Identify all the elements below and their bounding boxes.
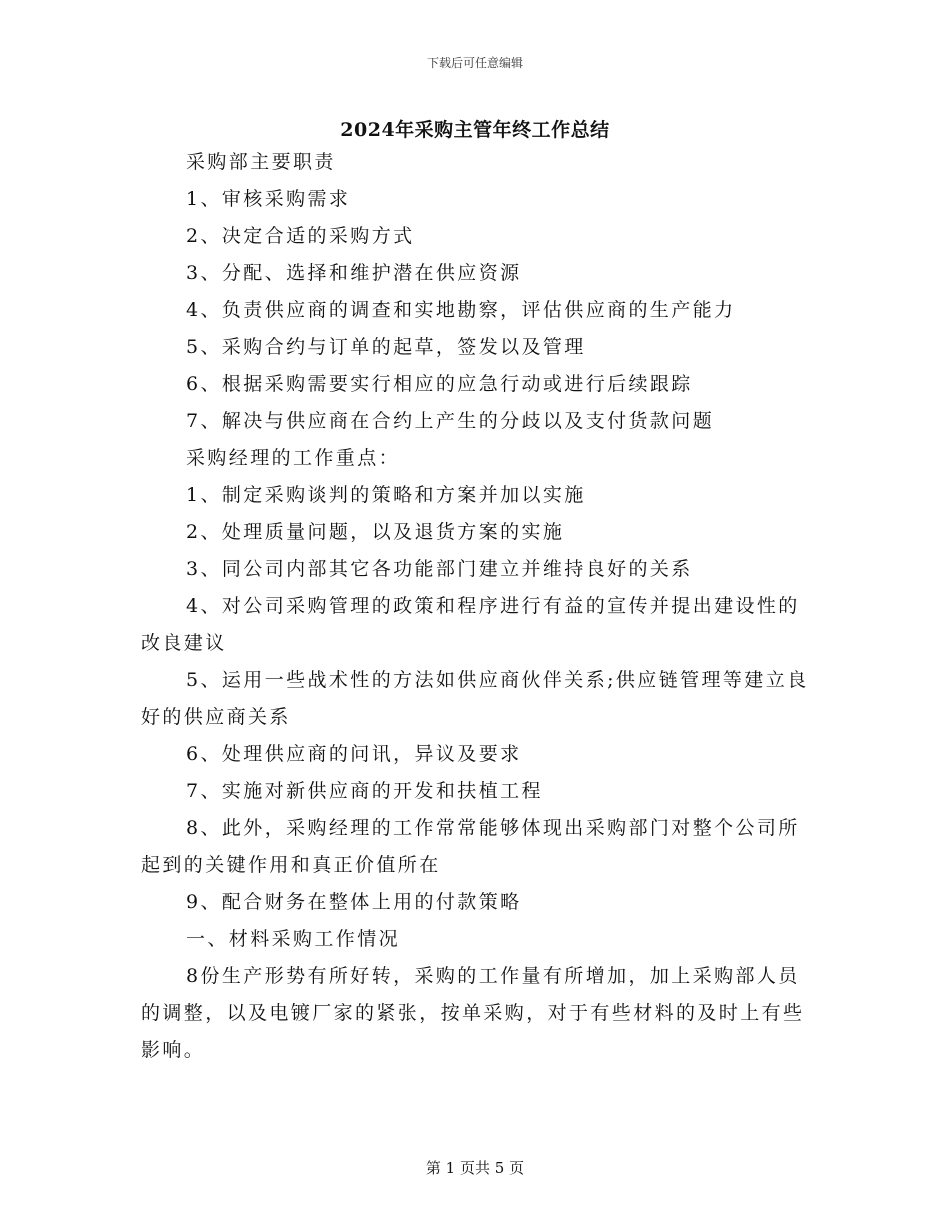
body-paragraph: 8份生产形势有所好转，采购的工作量有所增加，加上采购部人员的调整，以及电镀厂家的紧张，按单采购，对于有些材料的及时上有些影响。 xyxy=(141,965,805,1061)
list-item: 5、运用一些战术性的方法如供应商伙伴关系;供应链管理等建立良好的供应商关系 xyxy=(141,669,809,728)
list-item: 1、制定采购谈判的策略和方案并加以实施 xyxy=(186,484,586,506)
list-item: 2、处理质量问题，以及退货方案的实施 xyxy=(186,521,565,543)
section-heading-manager-focus: 采购经理的工作重点： xyxy=(186,447,401,469)
list-item: 3、分配、选择和维护潜在供应资源 xyxy=(186,262,522,284)
list-item: 5、采购合约与订单的起草，签发以及管理 xyxy=(186,336,586,358)
document-title: 2024年采购主管年终工作总结 xyxy=(340,119,610,141)
page-footer: 第 1 页共 5 页 xyxy=(425,1159,525,1177)
list-item: 4、对公司采购管理的政策和程序进行有益的宣传并提出建设性的改良建议 xyxy=(141,595,800,654)
list-item: 3、同公司内部其它各功能部门建立并维持良好的关系 xyxy=(186,558,693,580)
header-note: 下载后可任意编辑 xyxy=(426,56,523,70)
list-item: 7、实施对新供应商的开发和扶植工程 xyxy=(186,780,543,802)
list-item: 7、解决与供应商在合约上产生的分歧以及支付货款问题 xyxy=(186,410,715,432)
document-body xyxy=(141,144,813,1069)
list-item: 4、负责供应商的调查和实地勘察，评估供应商的生产能力 xyxy=(186,299,736,321)
section-heading-responsibilities: 采购部主要职责 xyxy=(186,151,336,173)
list-item: 6、处理供应商的问讯，异议及要求 xyxy=(186,743,522,765)
list-item: 1、审核采购需求 xyxy=(186,188,351,210)
list-item: 8、此外，采购经理的工作常常能够体现出采购部门对整个公司所起到的关键作用和真正价值所在 xyxy=(141,817,800,876)
list-item: 2、决定合适的采购方式 xyxy=(186,225,415,247)
list-item: 9、配合财务在整体上用的付款策略 xyxy=(186,891,522,913)
section-heading-material-purchasing: 一、材料采购工作情况 xyxy=(186,928,401,950)
list-item: 6、根据采购需要实行相应的应急行动或进行后续跟踪 xyxy=(186,373,693,395)
